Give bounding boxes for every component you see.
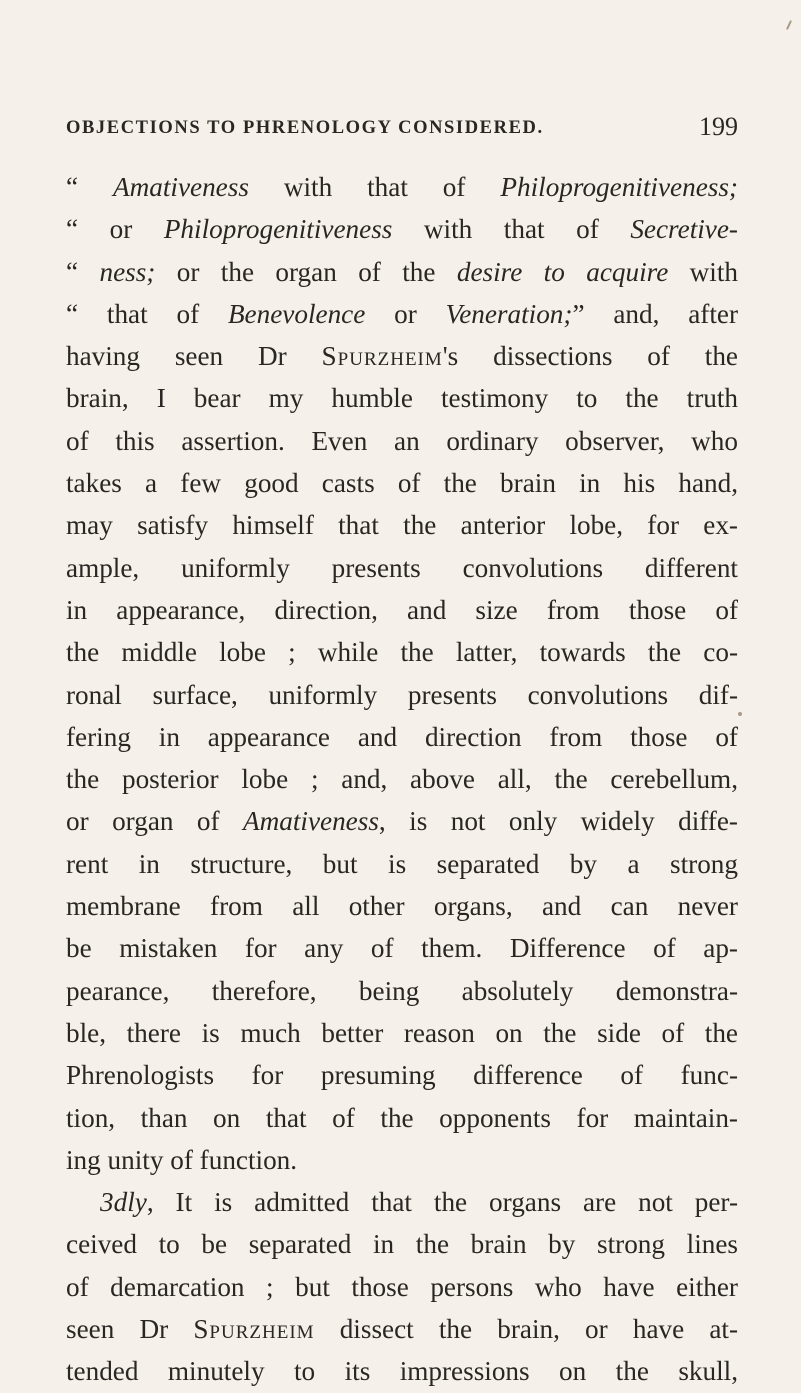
page-header	[66, 112, 738, 146]
body-text	[66, 166, 738, 1393]
text-line	[66, 1054, 738, 1096]
text-span: , It is admitted that the organs are not per-	[146, 1187, 738, 1218]
text-line	[66, 504, 738, 546]
text-span: of this assertion. Even an ordinary observer, who	[66, 425, 738, 456]
text-line	[66, 758, 738, 800]
text-line	[66, 631, 738, 673]
text-span: with	[668, 256, 738, 287]
text-span: “ or	[66, 214, 164, 245]
italic-span: Philoprogenitiveness;	[500, 172, 738, 202]
small-caps-name: Spurzheim	[321, 341, 443, 372]
text-span: be mistaken for any of them. Difference of ap-	[66, 933, 738, 964]
text-line	[66, 927, 738, 969]
text-span: ceived to be separated in the brain by strong lines	[66, 1229, 738, 1260]
text-span: ble, there is much better reason on the side of the	[66, 1017, 738, 1048]
text-span: tended minutely to its impressions on the skull,	[66, 1356, 738, 1387]
text-line	[66, 1223, 738, 1265]
text-line	[66, 335, 738, 377]
italic-span: 3dly	[100, 1187, 147, 1218]
text-line	[66, 674, 738, 716]
text-line	[66, 885, 738, 927]
text-span: “	[66, 256, 100, 287]
text-span: dissect the brain, or have at-	[314, 1314, 738, 1345]
text-line	[66, 1350, 738, 1392]
text-line	[66, 716, 738, 758]
text-span: or	[365, 298, 446, 329]
italic-span: desire to acquire	[456, 256, 669, 287]
text-span: 's dissections of the	[442, 341, 738, 372]
text-line	[66, 420, 738, 462]
paper-speck	[786, 20, 792, 30]
italic-span: Amativeness	[113, 172, 249, 202]
text-line	[66, 208, 738, 250]
text-span: tion, than on that of the opponents for maintain-	[66, 1102, 738, 1133]
text-span: “ that of	[66, 298, 228, 329]
text-span: pearance, therefore, being absolutely demonstra-	[66, 975, 738, 1006]
text-span: Phrenologists for presuming difference of func-	[66, 1060, 738, 1091]
text-line	[66, 1181, 738, 1223]
text-line	[66, 377, 738, 419]
text-span: takes a few good casts of the brain in his hand,	[66, 468, 738, 499]
text-line	[66, 1266, 738, 1308]
text-span: ing unity of function.	[66, 1144, 298, 1175]
text-span: having seen Dr	[66, 341, 322, 372]
italic-span: ness;	[99, 256, 156, 287]
text-span: , is not only widely diffe-	[378, 806, 738, 837]
text-span: the middle lobe ; while the latter, towards the co-	[66, 637, 738, 668]
paper-speck	[738, 712, 742, 716]
text-line	[66, 547, 738, 589]
text-span: with that of	[248, 172, 501, 202]
text-span: the posterior lobe ; and, above all, the cerebellum,	[66, 764, 738, 795]
italic-span: Philoprogenitiveness	[163, 214, 393, 245]
text-span: ronal surface, uniformly presents convolutions dif-	[66, 679, 738, 710]
text-span: with that of	[392, 214, 631, 245]
text-span: or the organ of the	[155, 256, 457, 287]
text-span: may satisfy himself that the anterior lobe, for ex-	[66, 510, 738, 541]
text-line	[66, 843, 738, 885]
text-span: seen Dr	[66, 1314, 194, 1345]
text-span: ample, uniformly presents convolutions different	[66, 552, 738, 583]
small-caps-name: Spurzheim	[193, 1314, 315, 1345]
text-line	[66, 251, 738, 293]
text-span: brain, I bear my humble testimony to the truth	[66, 383, 738, 414]
italic-span: Amativeness	[243, 806, 379, 837]
italic-span: Secretive-	[630, 214, 738, 245]
text-line	[66, 1308, 738, 1350]
text-line	[66, 1012, 738, 1054]
italic-span: Benevolence	[227, 298, 366, 329]
text-line	[66, 800, 738, 842]
text-span: of demarcation ; but those persons who have either	[66, 1271, 738, 1302]
text-line	[66, 1139, 738, 1181]
text-line	[66, 462, 738, 504]
text-span: “	[66, 172, 113, 202]
text-line	[66, 1097, 738, 1139]
text-line	[66, 970, 738, 1012]
text-line	[66, 293, 738, 335]
text-line	[66, 166, 738, 208]
text-span: in appearance, direction, and size from those of	[66, 594, 738, 625]
running-title: OBJECTIONS TO PHRENOLOGY CONSIDERED.	[66, 118, 544, 138]
text-span: membrane from all other organs, and can never	[66, 891, 738, 922]
text-span: or organ of	[66, 806, 244, 837]
text-span: rent in structure, but is separated by a strong	[66, 848, 738, 879]
text-span: fering in appearance and direction from those of	[66, 721, 738, 752]
page-number: 199	[699, 112, 738, 141]
text-line	[66, 589, 738, 631]
italic-span: Veneration;	[445, 298, 573, 329]
text-span: ” and, after	[572, 298, 738, 329]
